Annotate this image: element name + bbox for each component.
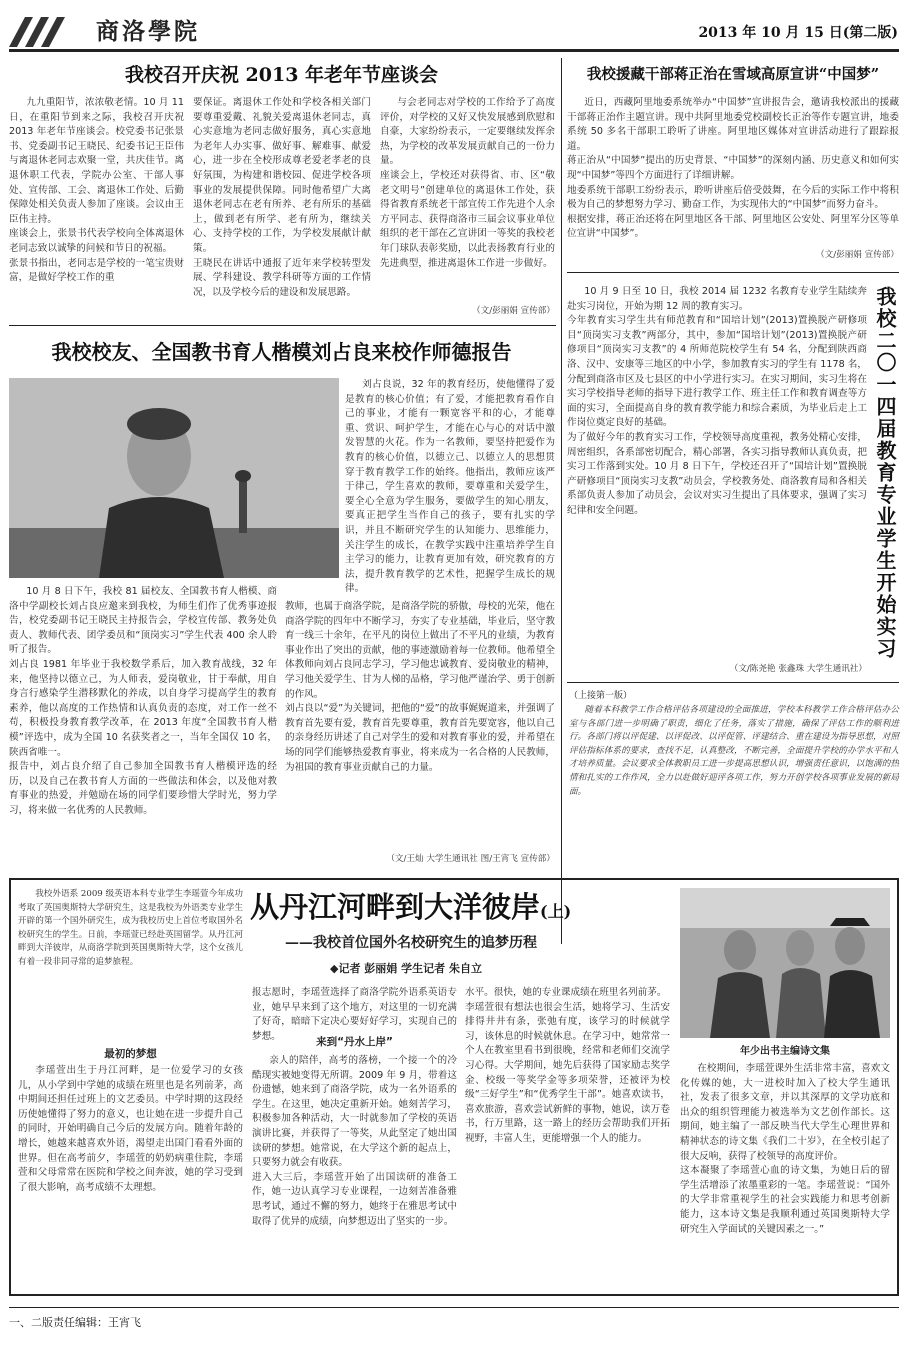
article1-col2-text: 要保证。离退休工作处和学校各相关部门要尊重爱戴、礼貌关爱离退休老同志，真心实意地为老同志做好服务，真心实意地为老年人办实事、做好事、解难事、献爱心，进一步在全校形成尊老爱老孝老的良好氛围，为构建和谐校园、促进学校各项事业的发展提供保障。同时他希望广大离退休老同志在老有所养、老有所乐的基础上，做到老有所学、老有所为，继续关心、支持学校的工作，为学校发展献计献策。 王晓民在讲话中通报了近年来学校转型发展、学科建设、教学科研等方面的工作情况，以及学校今后的建设和发展思路。 bbox=[193, 97, 371, 298]
article1-credit: （文/彭丽娟 宣传部） bbox=[472, 306, 555, 316]
section1-body bbox=[18, 1064, 243, 1290]
feature-col2-top-text: 报志愿时，李瑶萱选择了商洛学院外语系英语专业，她早早来到了这个地方，对这里的一切充满了好奇，暗暗下定决心要好好学习，实现自己的梦想。 bbox=[252, 987, 457, 1042]
article3-headline: 我校校友、全国教书育人楷模刘占良来校作师德报告 bbox=[51, 340, 512, 364]
feature-col3-text: 水平。很快，她的专业课成绩在班里名列前茅。 李瑶萱很有想法也很会生活，她将学习、生活安排得井井有条，张弛有度，该学习的时候就学习，该休息的时候就休息。在学习中，她常常一个人在教室里看书到很晚，经常和老师们交流学习心得。大学期间，她先后获得了国家励志奖学金、校级一等奖学金等多项荣誉，还被评为校级“三好学生”和“优秀学生干部”。她喜欢读书，喜欢旅游，喜欢尝试新鲜的事物，她说，读万卷书，行万里路，这一路上的经历会帮助我们开拓视野，丰富人生，更能增强一个人的能力。 bbox=[465, 987, 670, 1144]
section1-title: 最初的梦想 bbox=[104, 1048, 157, 1060]
feature-intro-text: 我校外语系 2009 级英语本科专业学生李瑶萱今年成功考取了英国奥斯特大学研究生，这是我校为外语类专业学生开辟的第一个国外研究生，成为我校历史上首位考取国外名校研究生的学生。日前，李瑶萱已经赴英国留学。从丹江河畔到大洋彼岸，从商洛学院到英国奥斯特大学，这个女孩儿有着一段非同寻常的追梦旅程。 bbox=[18, 889, 243, 967]
liu-zhanliang-photo bbox=[9, 378, 339, 578]
article3-left-col-text: 10 月 8 日下午，我校 81 届校友、全国教书育人楷模、商洛中学副校长刘占良应邀来到我校，为师生们作了优秀事迹报告，校党委副书记王晓民主持报告会，学校宣传部、教务处负责人、教师代表、团学委员和“顶岗实习”学生代表 400 余人聆听了报告。 刘占良 1981 年毕业于我校数学系后，加入教育战线，32 年来，他坚持以德立己，为人师表，爱岗敬业，甘于奉献，用自身言行感染学生潜移默化的养成，以自身学习提高学生的教育素养，他以高度的工作热情和认真负责的态度，对工作一丝不苟，积极投身教育教学改革，在 2013 年度“全国教书育人楷模”评选中，成为全国 10 名获奖者之一，当年全国仅 10 名，陕西省唯一。 报告中，刘占良介绍了自己参加全国教书育人楷模评选的经历，以及自己在教书育人方面的一些做法和体会，以及他对教育事业的热爱，并勉励在场的同学们要珍惜大学时光，努力学习，将来做一名优秀的人民教师。 bbox=[9, 586, 277, 816]
feature-headline-suffix: (上) bbox=[540, 902, 572, 921]
article4-credit: （文/陈尧艳 张鑫珠 大学生通讯社） bbox=[729, 664, 867, 674]
feature-col3 bbox=[465, 986, 670, 1290]
continued-body-text: 随着本科教学工作合格评估各项建设的全面推进，学校本科教学工作合格评估办公室与各部门进一步明确了职责，细化了任务，落实了措施，确保了评估工作的顺利进行。各部门将以评促建、以评促改、以评促管、评建结合、重在建设为指导思想，对照评估指标体系的要求，查找不足，认真整改，不断完善，全面提升学校的办学水平和人才培养质量。会议要求全体教职员工进一步提高思想认识，增强责任意识，以饱满的热情和扎实的工作作风，全力以赴做好迎评各项工作，努力开创学校各项事业发展的新局面。 bbox=[569, 705, 899, 797]
section2-title: 来到“丹水上岸” bbox=[316, 1036, 393, 1048]
section1-body-text: 李瑶萱出生于丹江河畔，是一位爱学习的女孩儿，从小学到中学她的成绩在班里也是名列前茅，高中期间还担任过班上的文艺委员。中学时期的这段经历使她懂得了努力的意义，也让她在进一步提升自己的同时，开始明确自己今后的发展方向。随着年龄的增长，她越来越喜欢外语，渴望走出国门看看外面的世界。但在高考前夕，李瑶萱的奶奶病重住院，李瑶萱和父母常常在医院和学校之间奔波，她的学习受到了很大影响，高考成绩不太理想。 bbox=[18, 1065, 243, 1193]
feature-right-col bbox=[680, 1062, 890, 1290]
feature-headline: 从丹江河畔到大洋彼岸 bbox=[250, 890, 541, 924]
article4-body bbox=[567, 285, 867, 657]
feature-headline-wrap bbox=[250, 886, 670, 928]
article3-mid-col-text: 教师，也属于商洛学院，是商洛学院的骄傲，母校的光荣，他在商洛学院的四年中不断学习，夯实了专业基础，毕业后，坚守教育一线三十余年，在平凡的岗位上做出了不平凡的业绩，为教育事业作出了突出的贡献，他的事迹激励着每一位教师。他希望全体教师向刘占良同志学习，学习他忠诚教育、爱岗敬业的精神，学习他关爱学生、甘为人梯的品格，学习他严谨治学、勇于创新的作风。 刘占良以“爱”为关键词，把他的“爱”的故事娓娓道来，并强调了教育首先要有爱，教育首先要尊重，教育首先要宽容，他以自己的亲身经历讲述了自己对学生的爱和对教育事业的爱，并希望在场的同学们能够热爱教育事业，将来成为一名合格的人民教师，为祖国的教育事业贡献自己的力量。 bbox=[285, 601, 555, 773]
article2-body-text: 近日，西藏阿里地委系统举办“中国梦”宣讲报告会，邀请我校派出的援藏干部蒋正治作主题宣讲。现中共阿里地委党校副校长正治等作专题宣讲，地委系统 50 多名干部职工聆听了讲座。阿里地区媒体对宣讲活动进行了跟踪报道。 蒋正治从“中国梦”提出的历史背景、“中国梦”的深刻内涵、历史意义和如何实现“中国梦”等四个方面进行了详细讲解。 地委系统干部职工纷纷表示，聆听讲座后倍受鼓舞，在今后的实际工作中将积极为自己的梦想努力学习、勤奋工作，为实现伟大的“中国梦”而努力奋斗。 根据安排，蒋正治还将在阿里地区各干部、阿里地区公安处、阿里军分区等单位宣讲“中国梦”。 bbox=[567, 97, 899, 240]
masthead-logo: 商洛學院 bbox=[96, 18, 200, 45]
article1-col3 bbox=[380, 96, 555, 308]
section2-body bbox=[252, 1054, 457, 1290]
article1-col1-text: 九九重阳节，浓浓敬老情。10 月 11 日，在重阳节到来之际，我校召开庆祝 2013 年老年节座谈会。校党委书记张景书、党委副书记王晓民、纪委书记王臣伟与离退休老同志欢聚一堂，共庆佳节。离退休职工代表，学院办公室、干部人事处、宣传部、工会、离退休工作处、后勤保障处相关负责人参加了座谈。会议由王臣伟主持。 座谈会上，张景书代表学校向全体离退休老同志致以诚挚的问候和节日的祝福。 张景书指出，老同志是学校的一笔宝贵财富，是做好学校工作的重 bbox=[9, 97, 184, 284]
article2-body bbox=[567, 96, 899, 246]
article4-bottom-rule bbox=[567, 682, 899, 683]
feature-byline: ◆记者 彭丽娟 学生记者 朱自立 bbox=[330, 962, 482, 975]
photo-caption: 年少出书主编诗文集 bbox=[740, 1046, 830, 1057]
author-photo bbox=[680, 888, 890, 1038]
footer-rule bbox=[9, 1307, 899, 1308]
article3-credit: （文/王灿 大学生通讯社 图/王宵飞 宣传部） bbox=[386, 854, 555, 864]
article1-col2 bbox=[193, 96, 371, 318]
article4-headline: 我校二〇一四届教育专业学生开始实习 bbox=[873, 286, 897, 660]
masthead-stripes bbox=[9, 17, 99, 47]
article1-col3-text: 与会老同志对学校的工作给予了高度评价，对学校的又好又快发展感到欣慰和自豪，大家纷纷表示，一定要继续发挥余热，为学校的改革发展贡献自己的一份力量。 座谈会上，学校还对获得省、市、区“敬老文明号”创建单位的离退休工作处，获得省教育系统老干部宣传工作先进个人余方平同志、获得商洛市三届会议事业单位组织的老干部在乙宣讲团一等奖的我校老年门球队表彰奖励，以此表扬教育行业的先进典型，推进离退休工作进一步做好。 bbox=[380, 97, 555, 269]
continued-body bbox=[569, 704, 899, 882]
masthead-date: 2013 年 10 月 15 日(第二版) bbox=[698, 25, 898, 41]
masthead-rule bbox=[9, 49, 899, 52]
footer-editor: 一、二版责任编辑：王宵飞 bbox=[9, 1316, 141, 1329]
article3-right-col-text: 刘占良说，32 年的教育经历，使他懂得了爱是教育的核心价值；有了爱，才能把教育看作自己的事业，才能有一颗宽容平和的心，才能尊重、赏识、呵护学生，才能在心与心的对话中激发智慧的火花。作为一名教师，要坚持把爱作为教育的核心价值，以德立己、以德立人的思想贯穿于教育教学工作的始终。他指出，教师应该严于律己，学生喜欢的教师，要尊重和关爱学生，要全心全意为学生服务，要做学生的知心朋友，要真正把学生当作自己的孩子，要有扎实的学识，并且不断研究学生的认知能力、思维能力，关注学生的成长，在教学实践中注重培养学生自主学习的能力，让教育更加有效，研究教育的方法，提升教育教学的艺术性，把握学生成长的规律。 bbox=[345, 379, 555, 595]
article3-left-col bbox=[9, 585, 277, 877]
article2-headline: 我校援藏干部蒋正治在雪域高原宣讲“中国梦” bbox=[586, 66, 880, 83]
feature-right-col-text: 在校期间，李瑶萱课外生活非常丰富，喜欢文化传媒的她，大一进校时加入了校大学生通讯社，发表了很多文章，并以其深厚的文学功底和出众的组织管理能力被选举为文艺创作部长。这期间，她主编了一部反映当代大学生心理世界和精神状态的诗文集《我们二十岁》，在全校引起了很大反响，获得了校领导的高度评价。 这本凝聚了李瑶萱心血的诗文集，为她日后的留学生活增添了浓墨重彩的一笔。李瑶萱说：“国外的大学非常重视学生的社会实践能力和思考创新能力，这本诗文集是我顺利通过英国奥斯特大学研究生入学面试的关键因素之一。” bbox=[680, 1063, 890, 1235]
article4-body-text: 10 月 9 日至 10 日，我校 2014 届 1232 名教育专业学生陆续奔赴实习岗位，开始为期 12 周的教育实习。 今年教育实习学生共有师范教育和“国培计划”(2013)置换脱产研修项目“顶岗实习支教”两部分，其中，参加“国培计划”(2013)置换脱产研修项目“顶岗实习支教”的 4 所师范院校学生有 54 名，分配到陕西商洛、汉中、安康等三地区的中小学，参加教育实习的学生有 1178 名，分配到商洛市区及七县区的中小学进行实习。在实习期间，实习生将在实习学校指导老师的指导下进行教学工作、班主任工作和教育调查等方面的实习，全面提高自身的教育教学能力和综合素质，为毕业后走上工作岗位奠定良好的基础。 为了做好今年的教育实习工作，学校领导高度重视，教务处精心安排，周密组织，各系部密切配合，精心部署，各实习指导教师认真负责，把实习工作落到实处。10 月 8 日下午，学校还召开了“国培计划”置换脱产研修项目“顶岗实习支教”动员会，学校教务处、商洛教育局和各相关系部负责人参加了动员会，会议对实习生提出了具体要求，强调了实习纪律和安全问题。 bbox=[567, 286, 867, 516]
article3-mid-col bbox=[285, 600, 555, 844]
article1-headline: 我校召开庆祝 2013 年老年节座谈会 bbox=[124, 64, 439, 86]
continued-label: （上接第一版） bbox=[569, 691, 633, 701]
section2-body-text: 亲人的陪伴，高考的落榜，一个接一个的冷酷现实被她变得无所谓。2009 年 9 月，带着这份遗憾，她来到了商洛学院，成为一名外语系的学生。在这里，她决定重新开始。她刻苦学习，积极参加各种活动，大一时就参加了学校的英语演讲比赛，并获得了一等奖，从此坚定了她出国读研的梦想。她常说，在大学这个新的起点上，只要努力就会有收获。 进入大三后，李瑶萱开始了出国读研的准备工作，她一边认真学习专业课程，一边刻苦准备雅思考试，通过不懈的努力，她终于在雅思考试中取得了优异的成绩，向梦想迈出了坚实的一步。 bbox=[252, 1055, 457, 1227]
article1-bottom-rule bbox=[9, 325, 556, 326]
article2-bottom-rule bbox=[567, 272, 899, 273]
article1-col1 bbox=[9, 96, 184, 318]
feature-intro bbox=[18, 888, 243, 1042]
article2-credit: （文/彭丽娟 宣传部） bbox=[816, 250, 899, 260]
vertical-rule-top bbox=[561, 58, 562, 944]
article3-right-col bbox=[345, 378, 555, 598]
feature-subheadline: ——我校首位国外名校研究生的追梦历程 bbox=[285, 935, 537, 951]
